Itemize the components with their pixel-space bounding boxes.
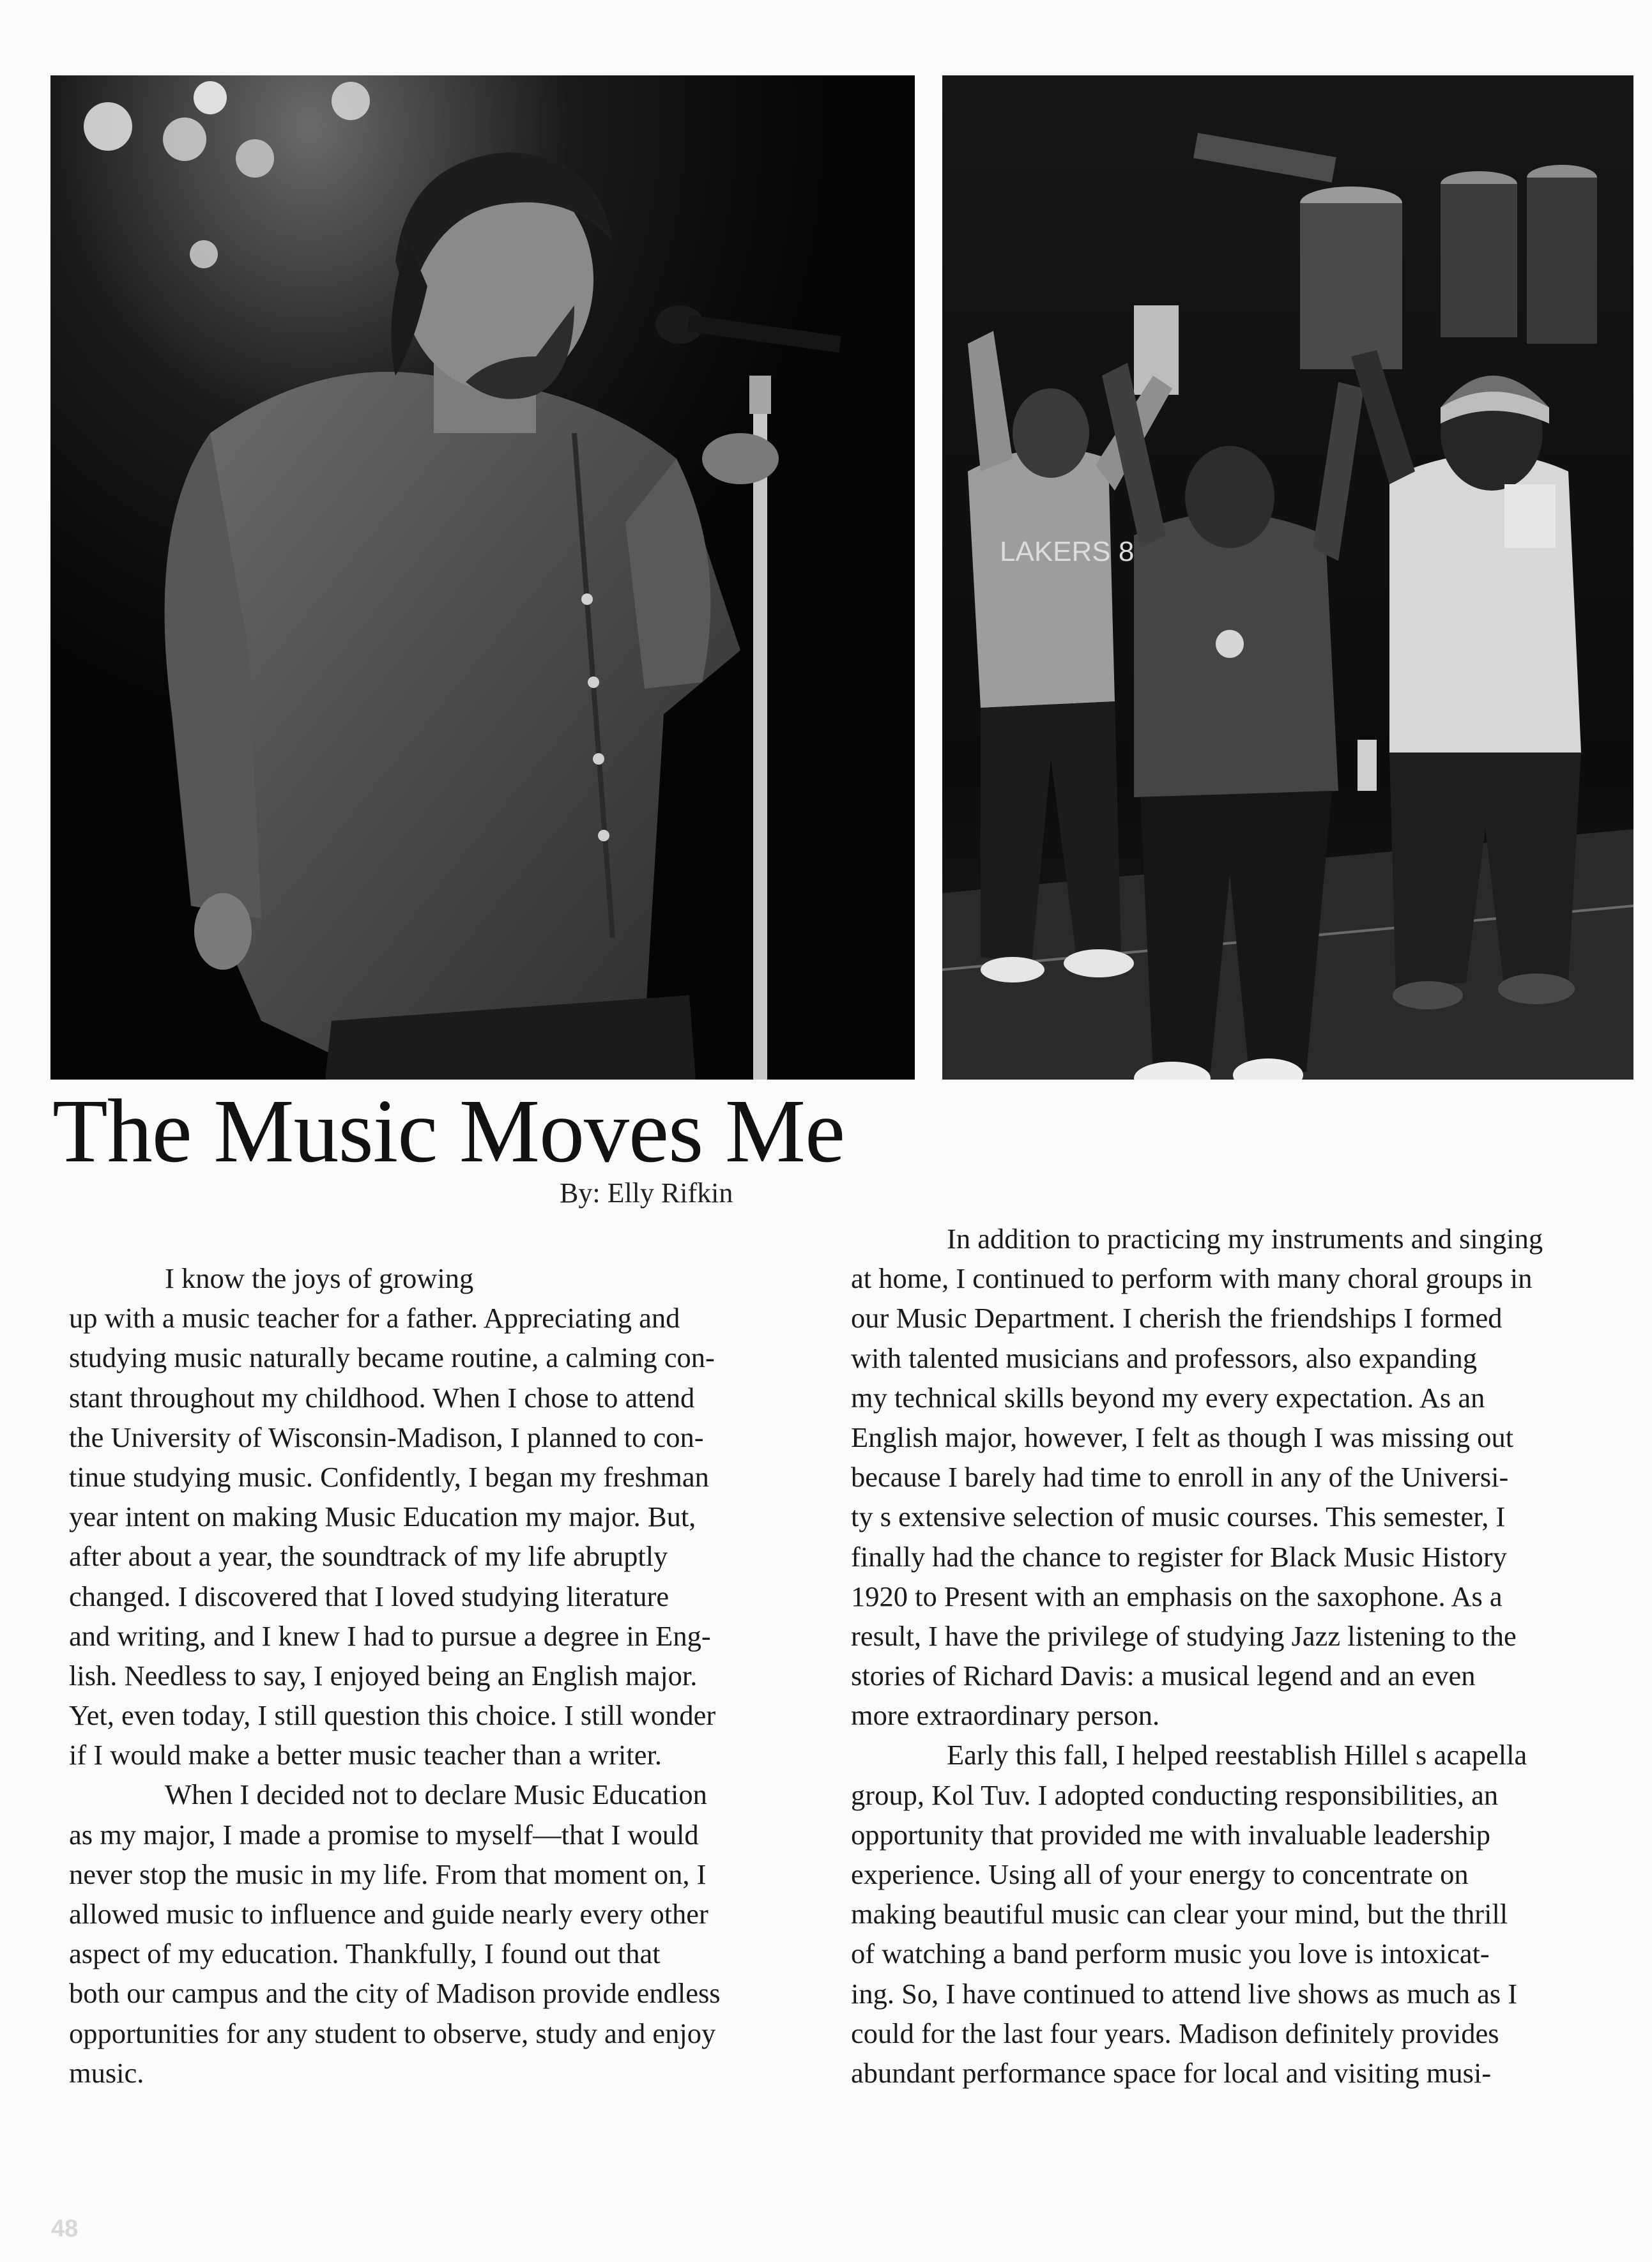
jersey-text: LAKERS 8 (1000, 536, 1135, 567)
text-line: stories of Richard Davis: a musical legend and an even (851, 1660, 1476, 1692)
singer-photo-graphic (50, 75, 915, 1080)
group-performers-graphic (942, 75, 1633, 1080)
text-line: finally had the chance to register for Black Music History (851, 1540, 1507, 1573)
text-line: our Music Department. I cherish the friendships I formed (851, 1302, 1503, 1334)
text-line: making beautiful music can clear your mind, but the thrill (851, 1898, 1508, 1930)
text-line: and writing, and I knew I had to pursue a degree in Eng- (69, 1619, 711, 1652)
page-number: 48 (51, 2215, 79, 2242)
text-line: ing. So, I have continued to attend live shows as much as I (851, 1977, 1518, 2010)
text-line: could for the last four years. Madison definitely provides (851, 2017, 1499, 2049)
group-performers-photo (942, 75, 1633, 1080)
text-line: Yet, even today, I still question this choice. I still wonder (69, 1699, 716, 1732)
text-line: When I decided not to declare Music Education (165, 1778, 707, 1811)
text-line: after about a year, the soundtrack of my life abruptly (69, 1540, 668, 1573)
article-byline: By: Elly Rifkin (560, 1177, 733, 1209)
text-line: the University of Wisconsin-Madison, I planned to con- (69, 1421, 704, 1453)
text-line: up with a music teacher for a father. Appreciating and (69, 1302, 680, 1334)
text-line: opportunity that provided me with invaluable leadership (851, 1818, 1491, 1851)
text-line: In addition to practicing my instruments and singing (947, 1223, 1543, 1255)
text-line: if I would make a better music teacher than a writer. (69, 1739, 662, 1771)
text-line: stant throughout my childhood. When I chose to attend (69, 1381, 695, 1414)
text-line: opportunities for any student to observe, study and enjoy (69, 2017, 716, 2049)
text-line: tinue studying music. Confidently, I began my freshman (69, 1460, 709, 1493)
text-line: my technical skills beyond my every expectation. As an (851, 1381, 1485, 1414)
text-line: group, Kol Tuv. I adopted conducting responsibilities, an (851, 1778, 1499, 1811)
text-line: both our campus and the city of Madison provide endless (69, 1977, 721, 2010)
text-line: English major, however, I felt as though I was missing out (851, 1421, 1514, 1453)
text-line: studying music naturally became routine, a calming con- (69, 1341, 715, 1374)
right-text-column (851, 1219, 1637, 2093)
text-line: Early this fall, I helped reestablish Hillel s acapella (947, 1739, 1527, 1771)
text-line: of watching a band perform music you love is intoxicat- (851, 1937, 1490, 1970)
text-line: aspect of my education. Thankfully, I found out that (69, 1937, 661, 1970)
text-line: with talented musicians and professors, also expanding (851, 1341, 1478, 1374)
singer-photo (50, 75, 915, 1080)
text-line: experience. Using all of your energy to concentrate on (851, 1858, 1469, 1890)
text-line: lish. Needless to say, I enjoyed being an English major. (69, 1659, 698, 1692)
text-line: ty s extensive selection of music courses. This semester, I (851, 1501, 1506, 1533)
text-line: never stop the music in my life. From that moment on, I (69, 1858, 707, 1890)
text-line: changed. I discovered that I loved studying literature (69, 1580, 669, 1612)
text-line: allowed music to influence and guide nearly every other (69, 1898, 708, 1930)
text-line: more extraordinary person. (851, 1699, 1160, 1732)
text-line: result, I have the privilege of studying Jazz listening to the (851, 1619, 1517, 1652)
text-line: I know the joys of growing (165, 1262, 474, 1294)
text-line: music. (69, 2056, 144, 2089)
text-line: as my major, I made a promise to myself—that I would (69, 1818, 699, 1851)
text-line: because I barely had time to enroll in any of the Universi- (851, 1461, 1509, 1494)
text-line: 1920 to Present with an emphasis on the saxophone. As a (851, 1580, 1503, 1612)
text-line: abundant performance space for local and visiting musi- (851, 2056, 1492, 2089)
article-title: The Music Moves Me (52, 1080, 845, 1181)
text-line: at home, I continued to perform with many choral groups in (851, 1262, 1533, 1295)
left-text-column (69, 1258, 810, 2093)
text-line: year intent on making Music Education my major. But, (69, 1501, 696, 1533)
